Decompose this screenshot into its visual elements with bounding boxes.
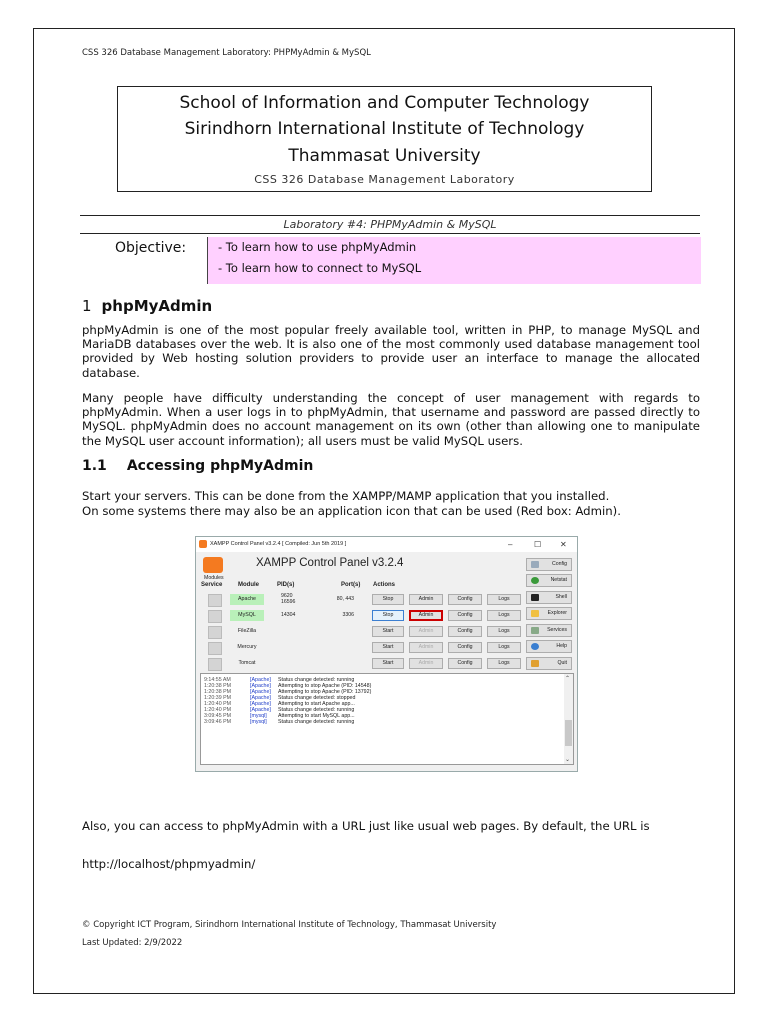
log-line: 3:09:46 PM [mysql] Status change detected: running: [204, 719, 355, 725]
log-panel[interactable]: [200, 673, 574, 765]
side-button-label: Config: [552, 561, 567, 567]
title-line-4: CSS 326 Database Management Laboratory: [254, 173, 515, 186]
scroll-up-icon[interactable]: ⌃: [565, 676, 571, 682]
log-line: 1:20:38 PM [Apache] Attempting to stop Apache (PID: 13792): [204, 689, 372, 695]
side-config-button[interactable]: [526, 558, 572, 571]
pid-value: 14304: [281, 612, 296, 618]
config-button[interactable]: Config: [448, 642, 482, 653]
admin-button[interactable]: Admin: [409, 610, 443, 621]
module-name: FileZilla: [237, 628, 257, 634]
globe-icon: [531, 577, 539, 584]
section-1-heading: [82, 297, 212, 315]
url-paragraph: Also, you can access to phpMyAdmin with a URL just like usual web pages. By default, the URL is: [82, 819, 650, 833]
url-text[interactable]: http://localhost/phpmyadmin/: [82, 857, 256, 871]
col-module: Module: [238, 582, 259, 588]
col-pid: PID(s): [277, 582, 295, 588]
objective-item: - To learn how to use phpMyAdmin: [218, 240, 417, 254]
pid-1: 9620: [281, 593, 293, 599]
start-button[interactable]: Start: [372, 642, 404, 653]
log-line: 1:20:39 PM [Apache] Status change detected: stopped: [204, 695, 356, 701]
objective-item: - To learn how to connect to MySQL: [218, 261, 422, 275]
start-button[interactable]: Start: [372, 626, 404, 637]
maximize-icon[interactable]: ☐: [534, 540, 542, 549]
section-1-1-paragraph-2: On some systems there may also be an application icon that can be used (Red box: Admin).: [82, 504, 621, 518]
module-row-mysql: [196, 608, 526, 624]
folder-icon: [531, 610, 539, 617]
side-button-label: Services: [547, 627, 567, 633]
modules-label: Modules: [204, 575, 224, 581]
xampp-titlebar: [196, 537, 577, 552]
footer-copyright: © Copyright ICT Program, Sirindhorn International Institute of Technology, Thammasat University: [82, 920, 497, 930]
config-button[interactable]: Config: [448, 594, 482, 605]
log-line: 9:14:55 AM [Apache] Status change detected: running: [204, 677, 355, 683]
port-value: 80, 443: [336, 596, 354, 602]
wrench-icon: [531, 561, 539, 568]
stop-button[interactable]: Stop: [372, 594, 404, 605]
pid-2: 16596: [281, 599, 296, 605]
admin-button: Admin: [409, 658, 443, 669]
terminal-icon: [531, 594, 539, 601]
section-1-1-paragraph-1: Start your servers. This can be done from the XAMPP/MAMP application that you installed.: [82, 489, 610, 503]
objective-label: Objective:: [115, 240, 187, 256]
side-button-label: Netstat: [550, 577, 567, 583]
xampp-logo-icon: [199, 540, 207, 548]
side-button-label: Quit: [557, 660, 567, 666]
side-shell-button[interactable]: [526, 591, 572, 604]
col-actions: Actions: [373, 582, 396, 588]
config-button[interactable]: Config: [448, 658, 482, 669]
module-row-mercury: [196, 640, 526, 656]
pid-value: [281, 593, 295, 605]
side-netstat-button[interactable]: [526, 574, 572, 587]
title-line-2: Sirindhorn International Institute of Technology: [184, 119, 585, 139]
title-line-1: School of Information and Computer Technology: [179, 93, 590, 113]
logs-button[interactable]: Logs: [487, 642, 521, 653]
side-services-button[interactable]: [526, 624, 572, 637]
services-icon: [531, 627, 539, 634]
admin-button: Admin: [409, 626, 443, 637]
start-button[interactable]: Start: [372, 658, 404, 669]
objective-box: [207, 237, 701, 284]
module-row-tomcat: [196, 656, 526, 672]
section-title: phpMyAdmin: [101, 297, 213, 315]
section-1-1-heading: [82, 458, 313, 474]
scroll-down-icon[interactable]: ⌄: [565, 757, 571, 763]
side-help-button[interactable]: [526, 640, 572, 653]
title-line-3: Thammasat University: [288, 146, 481, 166]
quit-icon: [531, 660, 539, 667]
config-button[interactable]: Config: [448, 610, 482, 621]
col-port: Port(s): [341, 582, 361, 588]
module-name: Apache: [230, 594, 264, 605]
scrollbar-thumb[interactable]: [565, 720, 572, 746]
side-button-label: Shell: [555, 594, 567, 600]
xampp-heading: XAMPP Control Panel v3.2.4: [256, 557, 404, 569]
log-line: 1:20:38 PM [Apache] Attempting to stop Apache (PID: 14548): [204, 683, 372, 689]
module-name: Tomcat: [238, 660, 256, 666]
logs-button[interactable]: Logs: [487, 594, 521, 605]
running-header: CSS 326 Database Management Laboratory: PHPMyAdmin & MySQL: [82, 48, 371, 58]
section-1-paragraph-1: phpMyAdmin is one of the most popular freely available tool, written in PHP, to manage MySQL and MariaDB databases over the web. It is also one of the most commonly used database management tool provided by Web hosting solution providers to provide user an interface to manage the allocated database.: [82, 323, 700, 380]
log-line: 3:09:45 PM [mysql] Attempting to start MySQL app...: [204, 713, 355, 719]
xampp-logo-icon: [203, 557, 223, 573]
service-checkbox[interactable]: [208, 594, 222, 607]
side-button-label: Explorer: [547, 610, 567, 616]
log-line: 1:20:40 PM [Apache] Attempting to start Apache app...: [204, 701, 355, 707]
close-icon[interactable]: ✕: [560, 540, 567, 549]
module-name: Mercury: [237, 644, 257, 650]
side-explorer-button[interactable]: [526, 607, 572, 620]
logs-button[interactable]: Logs: [487, 658, 521, 669]
log-scrollbar[interactable]: [564, 674, 573, 764]
logs-button[interactable]: Logs: [487, 610, 521, 621]
section-number: 1: [82, 297, 92, 315]
port-value: 3306: [342, 612, 354, 618]
stop-button[interactable]: Stop: [372, 610, 404, 621]
service-checkbox[interactable]: [208, 610, 222, 623]
module-row-apache: [196, 592, 526, 608]
module-row-filezilla: [196, 624, 526, 640]
service-checkbox[interactable]: [208, 626, 222, 639]
xampp-window: [195, 536, 578, 772]
log-line: 1:20:40 PM [Apache] Status change detected: running: [204, 707, 355, 713]
admin-button: Admin: [409, 642, 443, 653]
config-button[interactable]: Config: [448, 626, 482, 637]
admin-button[interactable]: Admin: [409, 594, 443, 605]
help-icon: [531, 643, 539, 650]
logs-button[interactable]: Logs: [487, 626, 521, 637]
service-checkbox[interactable]: [208, 642, 222, 655]
side-quit-button[interactable]: [526, 657, 572, 670]
section-number: 1.1: [82, 458, 107, 474]
col-service: Service: [201, 582, 223, 588]
lab-title: Laboratory #4: PHPMyAdmin & MySQL: [80, 215, 700, 234]
service-checkbox[interactable]: [208, 658, 222, 671]
side-button-label: Help: [556, 643, 567, 649]
module-name: MySQL: [230, 610, 264, 621]
title-box: [117, 86, 652, 192]
minimize-icon[interactable]: –: [508, 540, 513, 549]
section-1-paragraph-2: Many people have difficulty understanding the concept of user management with regards to phpMyAdmin. When a user logs in to phpMyAdmin, that username and password are passed directly to MySQL. phpMyAdmin does no account management on its own (other than allowing one to manipulate the MySQL user account information); all users must be valid MySQL users.: [82, 391, 700, 448]
section-title: Accessing phpMyAdmin: [126, 458, 314, 474]
footer-updated: Last Updated: 2/9/2022: [82, 938, 183, 948]
xampp-window-title: XAMPP Control Panel v3.2.4 [ Compiled: Jun 5th 2019 ]: [210, 541, 347, 547]
